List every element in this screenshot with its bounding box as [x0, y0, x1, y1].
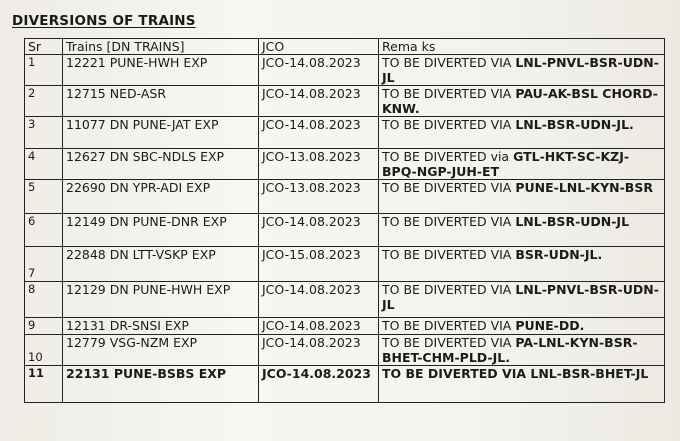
cell-jco: JCO-14.08.2023: [259, 86, 379, 117]
cell-train: 22848 DN LTT-VSKP EXP: [63, 247, 259, 282]
table-row: [25, 180, 665, 214]
header-sr: Sr: [25, 39, 63, 55]
cell-jco: JCO-13.08.2023: [259, 149, 379, 180]
header-trains: Trains [DN TRAINS]: [63, 39, 259, 55]
cell-remarks: [379, 282, 665, 318]
remark-route: PA-LNL-KYN-BSR-BHET-CHM-PLD-JL.: [382, 335, 638, 365]
remark-route: LNL-BSR-UDN-JL.: [515, 117, 634, 132]
cell-train: 12715 NED-ASR: [63, 86, 259, 117]
cell-sr: 4: [25, 149, 63, 180]
remark-prefix: TO BE DIVERTED VIA: [382, 214, 516, 229]
cell-remarks: [379, 180, 665, 214]
cell-remarks: [379, 117, 665, 149]
table-row: [25, 318, 665, 335]
cell-jco: JCO-14.08.2023: [259, 335, 379, 366]
cell-sr: 3: [25, 117, 63, 149]
cell-remarks: [379, 149, 665, 180]
remark-prefix: TO BE DIVERTED VIA: [382, 86, 516, 101]
remark-prefix: TO BE DIVERTED VIA: [382, 247, 516, 262]
remark-route: LNL-PNVL-BSR-UDN-JL: [382, 282, 659, 312]
cell-jco: JCO-14.08.2023: [259, 214, 379, 247]
cell-remarks: [379, 214, 665, 247]
cell-sr: 2: [25, 86, 63, 117]
cell-remarks: [379, 86, 665, 117]
table-row: [25, 366, 665, 403]
table-row: [25, 117, 665, 149]
cell-train: 12131 DR-SNSI EXP: [63, 318, 259, 335]
cell-jco: JCO-15.08.2023: [259, 247, 379, 282]
document-title: DIVERSIONS OF TRAINS: [12, 13, 196, 29]
diversions-table: [24, 38, 665, 403]
cell-sr: 9: [25, 318, 63, 335]
remark-prefix: TO BE DIVERTED VIA: [382, 282, 516, 297]
remark-route: PAU-AK-BSL CHORD-KNW.: [382, 86, 658, 116]
table-row: [25, 55, 665, 86]
cell-sr: 10: [25, 335, 63, 366]
cell-remarks: [379, 318, 665, 335]
remark-prefix: TO BE DIVERTED VIA: [382, 180, 516, 195]
cell-jco: JCO-14.08.2023: [259, 318, 379, 335]
cell-remarks: [379, 247, 665, 282]
table-row: [25, 282, 665, 318]
cell-jco: JCO-14.08.2023: [259, 117, 379, 149]
remark-route: LNL-BSR-UDN-JL: [515, 214, 630, 229]
cell-sr: 11: [25, 366, 63, 403]
cell-sr: 6: [25, 214, 63, 247]
remark-prefix: TO BE DIVERTED via: [382, 149, 514, 164]
cell-jco: JCO-14.08.2023: [259, 55, 379, 86]
cell-train: 12221 PUNE-HWH EXP: [63, 55, 259, 86]
cell-train: 12149 DN PUNE-DNR EXP: [63, 214, 259, 247]
cell-train: 22690 DN YPR-ADI EXP: [63, 180, 259, 214]
remark-prefix: TO BE DIVERTED VIA: [382, 318, 516, 333]
cell-sr: 7: [25, 247, 63, 282]
table-row: [25, 86, 665, 117]
table-row: [25, 214, 665, 247]
remark-route: BSR-UDN-JL.: [515, 247, 603, 262]
table-header-row: [25, 39, 665, 55]
table-row: [25, 335, 665, 366]
remark-prefix: TO BE DIVERTED VIA: [382, 117, 516, 132]
cell-train: 12779 VSG-NZM EXP: [63, 335, 259, 366]
cell-train: 22131 PUNE-BSBS EXP: [63, 366, 259, 403]
remark-prefix: TO BE DIVERTED VIA: [382, 366, 531, 381]
remark-prefix: TO BE DIVERTED VIA: [382, 335, 516, 350]
remark-route: PUNE-LNL-KYN-BSR: [515, 180, 653, 195]
cell-sr: 5: [25, 180, 63, 214]
header-jco: JCO: [259, 39, 379, 55]
cell-sr: 1: [25, 55, 63, 86]
cell-remarks: [379, 335, 665, 366]
table-row: [25, 149, 665, 180]
remark-route: GTL-HKT-SC-KZJ-BPQ-NGP-JUH-ET: [382, 149, 630, 179]
cell-train: 12627 DN SBC-NDLS EXP: [63, 149, 259, 180]
table-row: [25, 247, 665, 282]
cell-train: 11077 DN PUNE-JAT EXP: [63, 117, 259, 149]
remark-route: LNL-PNVL-BSR-UDN-JL: [382, 55, 659, 85]
cell-sr: 8: [25, 282, 63, 318]
cell-jco: JCO-13.08.2023: [259, 180, 379, 214]
cell-remarks: [379, 55, 665, 86]
header-remarks: Rema ks: [379, 39, 665, 55]
remark-route: LNL-BSR-BHET-JL: [530, 366, 649, 381]
cell-jco: JCO-14.08.2023: [259, 366, 379, 403]
remark-prefix: TO BE DIVERTED VIA: [382, 55, 516, 70]
cell-remarks: [379, 366, 665, 403]
cell-train: 12129 DN PUNE-HWH EXP: [63, 282, 259, 318]
remark-route: PUNE-DD.: [515, 318, 585, 333]
cell-jco: JCO-14.08.2023: [259, 282, 379, 318]
